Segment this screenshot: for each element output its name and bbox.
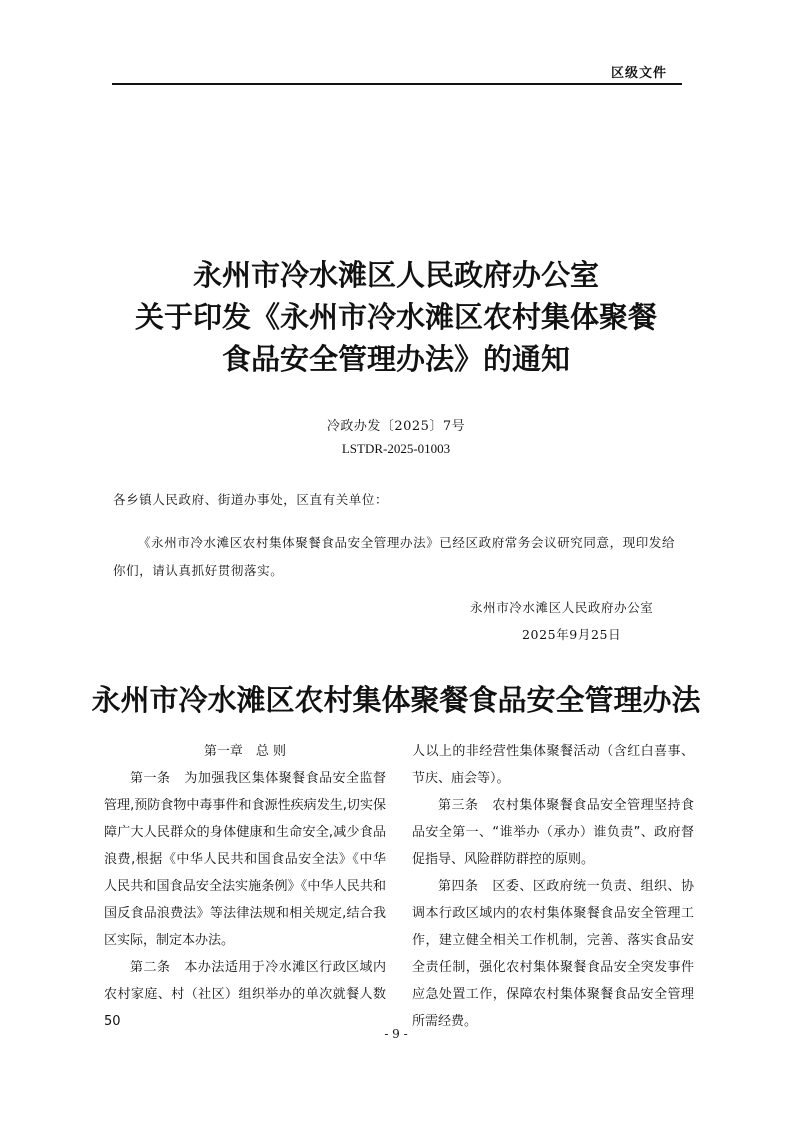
article-3 (412, 792, 694, 873)
notice-title (0, 254, 792, 380)
article-1-text: 为加强我区集体聚餐食品安全监督管理,预防食物中毒事件和食源性疾病发生,切实保障广大人民群众的身体健康和生命安全,减少食品浪费,根据《中华人民共和国食品安全法》《中华人民共和国食品安全法实施条例》《中华人民共和国反食品浪费法》等法律法规和相关规定,结合我区实际，制定本办法。 (104, 771, 386, 948)
article-2-text: 本办法适用于冷水滩区行政区域内农村家庭、村（社区）组织举办的单次就餐人数50 (104, 960, 386, 1029)
article-4-label: 第四条 (438, 879, 479, 894)
issuer: 永州市冷水滩区人民政府办公室 (470, 600, 654, 615)
article-2-continued: 人以上的非经营性集体聚餐活动（含红白喜事、节庆、庙会等）。 (412, 744, 694, 786)
notice-title-line-1: 永州市冷水滩区人民政府办公室 (192, 258, 599, 292)
article-2 (104, 954, 386, 1035)
article-2-label: 第二条 (130, 960, 171, 975)
notice-title-line-2: 关于印发《永州市冷水滩区农村集体聚餐 (134, 300, 657, 334)
rules-title: 永州市冷水滩区农村集体聚餐食品安全管理办法 (91, 683, 701, 717)
issue-date: 2025年9月25日 (522, 627, 622, 642)
registration-number: LSTDR-2025-01003 (341, 441, 451, 456)
header-rule (112, 83, 682, 85)
document-number: 冷政办发〔2025〕7号 (326, 419, 466, 434)
section-label: 区级文件 (611, 66, 668, 81)
article-1-label: 第一条 (130, 771, 171, 786)
article-1 (104, 765, 386, 954)
article-4 (412, 873, 694, 1035)
right-column (412, 738, 694, 1035)
recipients: 各乡镇人民政府、街道办事处，区直有关单位： (113, 492, 389, 507)
article-4-text: 区委、区政府统一负责、组织、协调本行政区域内的农村集体聚餐食品安全管理工作，建立健全相关工作机制，完善、落实食品安全责任制，强化农村集体聚餐食品安全突发事件应急处置工作，保障农村集体聚餐食品安全管理所需经费。 (412, 879, 694, 1029)
page-number: - 9 - (384, 1027, 408, 1041)
article-3-label: 第三条 (438, 798, 479, 813)
notice-body: 《永州市冷水滩区农村集体聚餐食品安全管理办法》已经区政府常务会议研究同意，现印发给你们，请认真抓好贯彻落实。 (113, 534, 676, 578)
notice-title-line-3: 食品安全管理办法》的通知 (221, 342, 570, 376)
chapter-heading: 第一章 总 则 (203, 744, 287, 759)
article-3-text: 农村集体聚餐食品安全管理坚持食品安全第一、“谁举办（承办）谁负责”、政府督促指导、风险群防群控的原则。 (412, 798, 694, 867)
left-column (104, 738, 386, 1035)
